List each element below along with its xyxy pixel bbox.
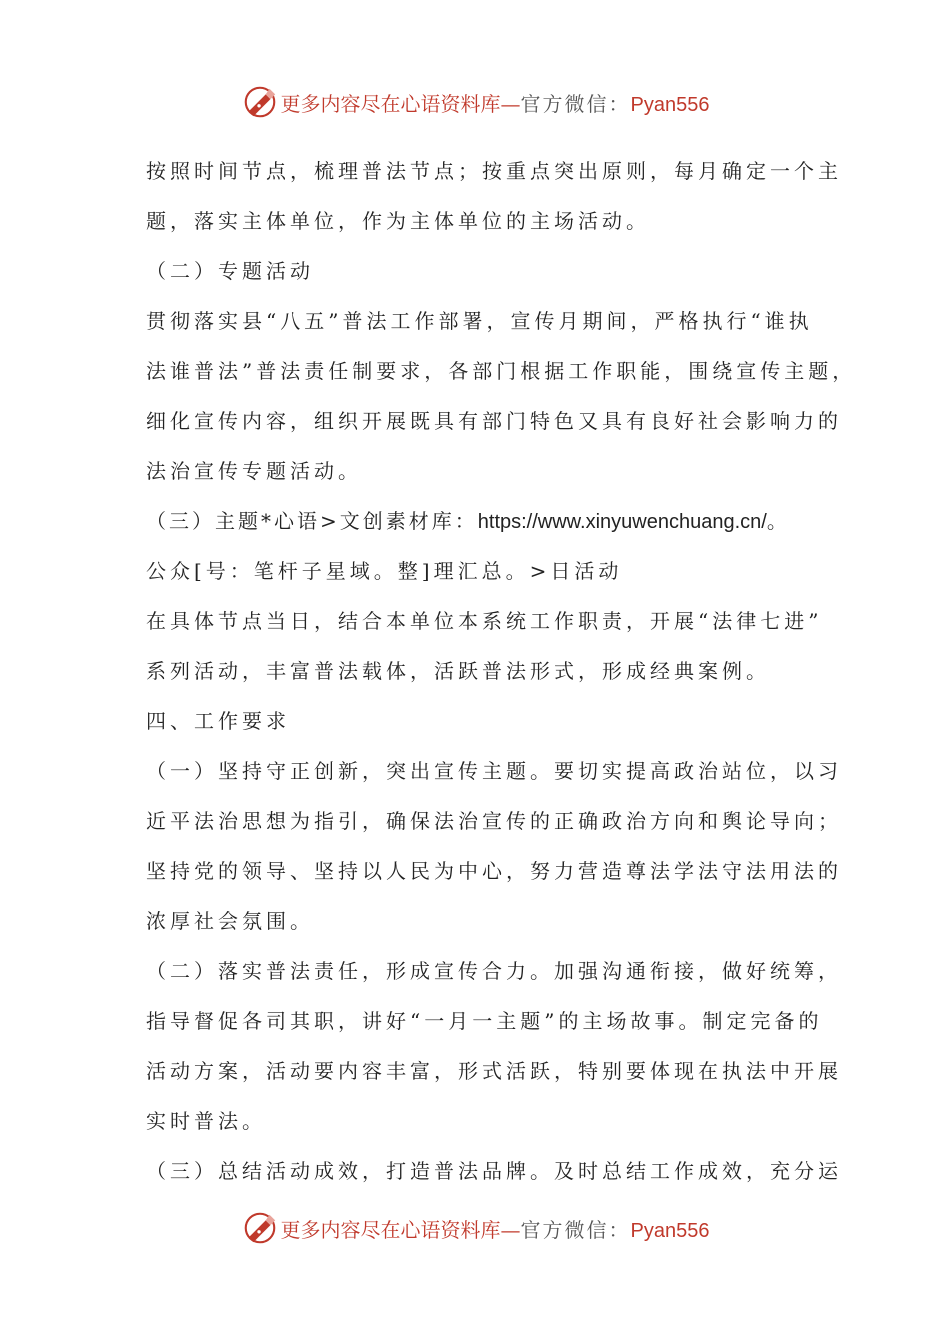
watermark-wechat-id: Pyan556 bbox=[630, 1219, 710, 1242]
header-watermark bbox=[0, 82, 950, 122]
footer-watermark bbox=[0, 1208, 950, 1248]
body-line: 按照时间节点，梳理普法节点；按重点突出原则，每月确定一个主 bbox=[146, 159, 842, 183]
body-line: 细化宣传内容，组织开展既具有部门特色又具有良好社会影响力的 bbox=[146, 409, 842, 433]
watermark-main-text: 更多内容尽在心语资料库 bbox=[280, 91, 501, 116]
body-line: （三）总结活动成效，打造普法品牌。及时总结工作成效，充分运 bbox=[146, 1159, 842, 1183]
body-line: （一）坚持守正创新，突出宣传主题。要切实提高政治站位，以习 bbox=[146, 759, 842, 783]
website-link[interactable]: https://www.xinyuwenchuang.cn/ bbox=[477, 511, 767, 533]
section-heading: （二）专题活动 bbox=[146, 259, 314, 283]
body-line: 近平法治思想为指引，确保法治宣传的正确政治方向和舆论导向； bbox=[146, 809, 842, 833]
watermark-wechat-id: Pyan556 bbox=[630, 93, 710, 116]
body-line: 题，落实主体单位，作为主体单位的主场活动。 bbox=[146, 209, 650, 233]
watermark-dash: — bbox=[500, 91, 521, 116]
document-body bbox=[146, 146, 857, 1196]
body-line: 坚持党的领导、坚持以人民为中心，努力营造尊法学法守法用法的 bbox=[146, 859, 842, 883]
watermark-text bbox=[281, 1214, 710, 1243]
body-line: 指导督促各司其职，讲好“一月一主题”的主场故事。制定完备的 bbox=[146, 1009, 823, 1033]
body-line: （二）落实普法责任，形成宣传合力。加强沟通衔接，做好统筹， bbox=[146, 959, 842, 983]
body-line: 在具体节点当日，结合本单位本系统工作职责，开展“法律七进” bbox=[146, 609, 823, 633]
pen-nib-logo-icon bbox=[241, 1209, 279, 1247]
watermark-official-label: 官方微信： bbox=[520, 91, 631, 116]
body-line: 浓厚社会氛围。 bbox=[146, 909, 314, 933]
body-line: 法治宣传专题活动。 bbox=[146, 459, 362, 483]
link-line-prefix: （三）主题*心语>文创素材库： bbox=[146, 509, 478, 533]
watermark-dash: — bbox=[500, 1217, 521, 1242]
body-line: 系列活动，丰富普法载体，活跃普法形式，形成经典案例。 bbox=[146, 659, 770, 683]
body-line: 贯彻落实县“八五”普法工作部署，宣传月期间，严格执行“谁执 bbox=[146, 309, 813, 333]
body-link-line bbox=[146, 496, 816, 546]
watermark-text bbox=[281, 88, 710, 117]
section-heading: 四、工作要求 bbox=[146, 709, 290, 733]
pen-nib-logo-icon bbox=[241, 83, 279, 121]
body-line: 实时普法。 bbox=[146, 1109, 266, 1133]
watermark-official-label: 官方微信： bbox=[520, 1217, 631, 1242]
body-line: 活动方案，活动要内容丰富，形式活跃，特别要体现在执法中开展 bbox=[146, 1059, 842, 1083]
watermark-main-text: 更多内容尽在心语资料库 bbox=[280, 1217, 501, 1242]
link-line-suffix: 。 bbox=[766, 509, 790, 533]
body-line: 法谁普法”普法责任制要求，各部门根据工作职能，围绕宣传主题， bbox=[146, 359, 857, 383]
body-line: 公众[号：笔杆子星域。整]理汇总。>日活动 bbox=[146, 559, 623, 583]
